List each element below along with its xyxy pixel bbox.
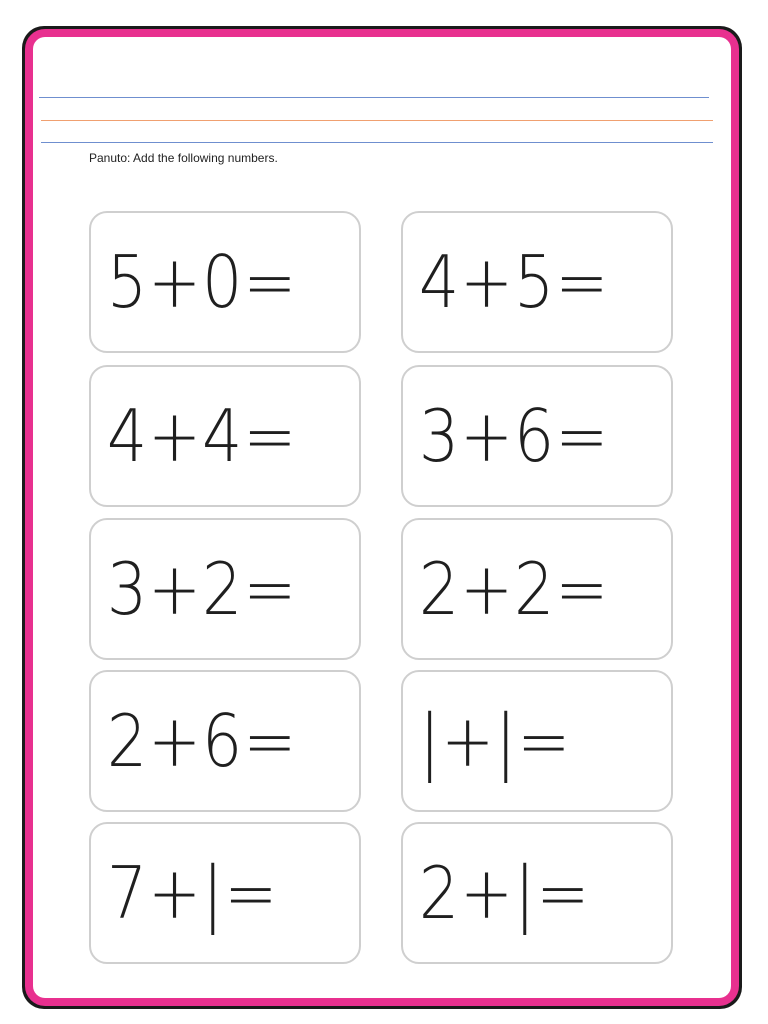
- problem-equation: 7+|=: [106, 851, 279, 935]
- problem-equation: 4+4=: [106, 394, 298, 478]
- worksheet-border: [25, 29, 739, 1006]
- instruction-text: Panuto: Add the following numbers.: [89, 151, 278, 165]
- writing-line-bottom: [41, 142, 713, 143]
- problem-equation: 3+6=: [418, 394, 610, 478]
- problem-equation: |+|=: [418, 699, 572, 783]
- problem-equation: 5+0=: [106, 240, 298, 324]
- problem-equation: 2+6=: [106, 699, 298, 783]
- problem-card: [89, 518, 361, 660]
- problem-equation: 2+2=: [418, 547, 610, 631]
- writing-line-middle: [41, 120, 713, 121]
- problem-card: [401, 211, 673, 353]
- worksheet-frame: [22, 26, 742, 1009]
- problem-card: [89, 822, 361, 964]
- problem-card: [401, 365, 673, 507]
- problem-card: [401, 822, 673, 964]
- problem-card: [89, 365, 361, 507]
- problem-equation: 3+2=: [106, 547, 298, 631]
- problem-equation: 4+5=: [418, 240, 610, 324]
- problem-card: [89, 211, 361, 353]
- problem-equation: 2+|=: [418, 851, 591, 935]
- problem-card: [401, 518, 673, 660]
- worksheet-page: [33, 37, 731, 998]
- problem-card: [89, 670, 361, 812]
- problem-card: [401, 670, 673, 812]
- writing-line-top: [39, 97, 709, 98]
